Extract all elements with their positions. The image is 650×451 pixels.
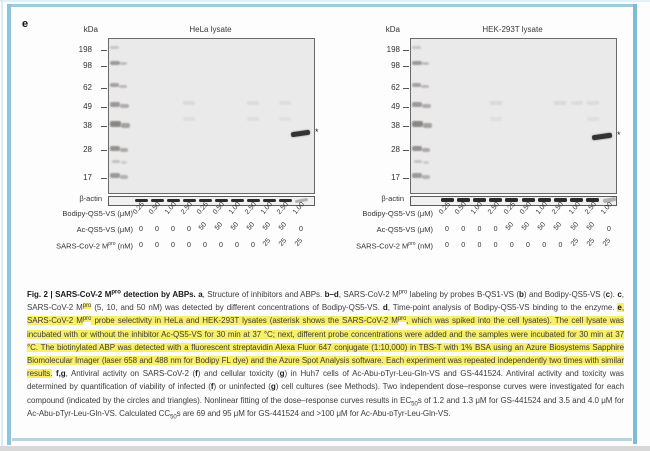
ladder-tick [403,107,409,108]
marker-band [412,121,423,127]
ladder-tick [101,66,107,67]
ladder-tick [403,88,409,89]
lane-value: 0 [155,242,159,249]
lane-value: 50 [245,221,257,232]
caption-segment: pro [82,315,92,322]
ladder-kda-value: 198 [78,45,92,54]
lane-value: 0 [235,242,239,249]
lane-row-label: Bodipy-QS5-VS (μM) [362,209,433,218]
lane-value: 50 [261,221,273,232]
marker-band [412,173,422,178]
caption-segment: pro [82,302,92,309]
lane-value: 0 [445,226,449,233]
lane-value: 25 [585,237,596,248]
faint-lane-band [571,101,583,105]
lane-value: 1.00 [163,201,179,216]
faint-lane-band [587,117,599,121]
ladder-tick [403,126,409,127]
lane-value: 1.00 [291,201,307,216]
ladder-kda-value: 98 [391,61,400,70]
lane-value: 2.50 [486,201,501,216]
caption-segment: c [617,290,622,299]
frame-outer-top-line [0,0,650,2]
mpro-band-asterisk: * [617,130,621,140]
marker-band [110,146,120,151]
caption-segment: , SARS-CoV-2 M [338,290,399,299]
caption-segment: s are 69 and 95 μM for GS-441524 and >100 μM for Ac-Abu-ᴅTyr-Leu-Gln-VS. [176,408,451,418]
lane-value: 50 [585,221,596,232]
lane-value: 0 [187,226,191,233]
frame-left-border [7,4,11,445]
caption-segment: , SARS-CoV-2 M [27,290,624,313]
lane-value: 2.50 [179,201,195,216]
panel-title-hela: HeLa lysate [189,25,232,34]
lane-value: 50 [569,221,580,232]
marker-band [119,85,127,88]
ladder-tick [101,50,107,51]
lane-value: 25 [277,237,289,248]
lane-value: 0.50 [211,201,227,216]
frame-bottom-edge [0,446,650,451]
ladder-tick [101,178,107,179]
ladder-kda-value: 49 [83,102,92,111]
lane-value: 50 [553,221,564,232]
lane-value: 0 [461,226,466,233]
caption-segment: a [198,290,203,299]
ladder-tick [403,66,409,67]
lane-value: 2.50 [551,201,566,216]
lane-value: 0 [493,226,498,233]
lane-value: 50 [213,221,225,232]
lane-row-label: Ac-QS5-VS (μM) [76,225,133,234]
ladder-tick [101,88,107,89]
figure-caption [27,288,624,420]
marker-band [412,146,422,151]
lane-value: 0.25 [195,201,211,216]
lane-value: 0 [461,242,466,249]
ladder-kda-value: 28 [391,145,400,154]
ladder-kda-value: 62 [83,83,92,92]
caption-segment: ) and cellular toxicity ( [197,369,280,379]
lane-row-label: Bodipy-QS5-VS (μM) [62,209,133,218]
caption-segment: g [279,369,285,379]
lane-row-label: Ac-QS5-VS (μM) [376,225,433,234]
lane-value: 2.50 [275,201,291,216]
marker-band [423,123,432,128]
lane-value: 1.00 [259,201,275,216]
kda-unit-label: kDa [385,25,400,34]
caption-segment: 50 [411,401,418,408]
lane-value: 0.50 [518,201,534,216]
lane-value: 0 [299,226,303,233]
lane-value: 2.50 [583,201,598,216]
caption-segment: pro [111,289,121,296]
caption-segment: , Structure of inhibitors and ABPs. [202,290,325,299]
faint-lane-band [279,117,291,121]
caption-segment: f [195,369,198,379]
caption-segment: s of 1.2 and 1.3 μM for GS-441524 and 3.5 and 4.0 μM for Ac-Abu-ᴅTyr-Leu-Gln-VS. Calculated CC [27,395,624,418]
lane-value: 0 [558,242,563,249]
faint-lane-band [490,117,502,121]
caption-segment: b–d [324,290,339,299]
lane-value: 0 [445,242,449,249]
lane-value: 50 [277,221,289,232]
lane-value: 0 [251,242,255,249]
ladder-tick [101,150,107,151]
lane-value: 0 [203,242,207,249]
caption-segment: labeling by probes B-QS1-VS ( [407,290,520,299]
ladder-tick [101,107,107,108]
caption-segment: ) in Huh7 cells of Ac-Abu-ᴅTyr-Leu-Gln-VS and GS-441524. Antiviral activity and toxicity was determined by quantification of viability of infected ( [27,369,624,392]
ladder-kda-value: 17 [391,173,400,182]
caption-segment: e [617,303,622,313]
marker-band [412,83,421,87]
ladder-tick [403,150,409,151]
frame-right-border [633,4,637,444]
marker-band [110,83,119,87]
caption-segment: c [605,290,611,299]
marker-band [110,61,120,65]
lane-value: 1.00 [567,201,582,216]
lane-value: 50 [504,221,515,232]
lane-value: 0 [187,242,191,249]
faint-lane-band [490,101,502,105]
lane-value: 0 [171,242,175,249]
ladder-tick [403,50,409,51]
lane-value: 0 [526,242,530,249]
marker-band [422,104,431,108]
marker-band [120,148,128,152]
mpro-band-asterisk: * [315,127,319,137]
marker-band [121,161,127,164]
marker-band [422,175,430,179]
lane-value: 50 [520,221,532,232]
lane-value: 0 [155,226,159,233]
faint-lane-band [183,101,195,105]
lane-value: 25 [601,237,613,248]
lane-value: 0.25 [437,201,453,216]
ladder-kda-value: 62 [391,83,400,92]
lane-value: 0.25 [502,201,517,216]
caption-segment: ) or uninfected ( [213,382,271,392]
lane-value: 2.50 [243,201,259,216]
lane-value: 0.50 [454,201,469,216]
caption-segment: pro [398,289,408,296]
marker-band [120,62,127,65]
marker-band [120,175,128,179]
marker-band [412,46,421,49]
lane-value: 0 [542,242,547,249]
marker-band [412,61,422,65]
marker-band [110,102,120,107]
ladder-kda-value: 17 [83,173,92,182]
lane-value: 0.25 [131,201,147,216]
faint-lane-band [183,117,195,121]
marker-band [110,121,121,127]
marker-band [412,102,422,107]
ladder-kda-value: 98 [83,61,92,70]
frame-bottom-border [12,438,632,441]
caption-segment: , Time-point analysis of Bodipy-QS5-VS binding to the enzyme. [387,303,618,313]
marker-band [422,62,429,65]
caption-segment: ). [610,290,618,299]
caption-segment: probe selectivity in HeLa and HEK-293T lysates (asterisk shows the SARS-CoV-2 M [91,316,398,326]
caption-segment: , which was spiked into the cell lysates). The cell lysate was incubated with or without the inhibitor Ac-QS5-VS for 30 min at 37 °C; next, different probe concentrations were added and the samples were incubated for 30 min at 37 °C. The biotinylated ABP was detected with a fluorescent streptavidin Alexa Fluor 647 conjugate (1:10,000) in TBS-T with 1% BSA using an Azure Biosystems Sapphire Biomolecular Imager (laser 658 and 488 nm for Bodipy FL dye) and the Azure Spot Analysis software. Each experiment was repeated independently two times with similar results. [27,316,624,379]
ladder-kda-value: 49 [391,102,400,111]
panel-letter-e: e [22,18,29,30]
caption-segment: f,g [56,369,66,379]
caption-segment: g [270,382,276,392]
lane-value: 1.00 [227,201,243,216]
faint-lane-band [247,101,259,105]
lane-value: 25 [293,237,305,248]
marker-band [121,123,130,128]
ladder-tick [403,178,409,179]
caption-segment: , SARS-CoV-2 M [27,303,624,326]
lane-row-label: SARS-CoV-2 $M^{pro}$ (nM) [56,241,133,251]
lane-value: 1.00 [535,201,550,216]
caption-segment: (5, 10, and 50 nM) was detected by different concentrations of Bodipy-QS5-VS. [91,303,383,313]
lane-value: 50 [229,221,241,232]
lane-value: 0 [219,242,223,249]
marker-band [421,85,429,88]
lane-value: 0 [493,242,498,249]
caption-segment: 50 [170,414,177,421]
lane-value: 0 [139,226,143,233]
faint-lane-band [247,117,259,121]
caption-segment: b [519,290,524,299]
ladder-tick [101,126,107,127]
beta-actin-label: β-actin [79,194,102,203]
lane-value: 25 [261,237,273,248]
caption-segment: pro [397,315,407,322]
caption-segment: Fig. 2 | SARS-CoV-2 M [27,290,112,299]
marker-band [422,148,430,152]
kda-unit-label: kDa [83,25,98,34]
lane-value: 0 [607,226,611,233]
ladder-kda-value: 198 [386,45,400,54]
caption-segment: , Antiviral activity on SARS-CoV-2 ( [65,369,196,379]
caption-segment: detection by ABPs. [120,290,199,299]
lane-value: 0 [139,242,143,249]
ladder-kda-value: 38 [83,121,92,130]
caption-segment: d [382,303,388,313]
marker-band [110,46,119,49]
marker-band [423,161,429,164]
lane-value: 0 [477,226,482,233]
lane-value: 0 [171,226,175,233]
gel-blot-image [410,38,617,194]
marker-band [112,160,120,163]
lane-value: 1.00 [470,201,485,216]
lane-value: 0 [477,242,482,249]
lane-value: 25 [569,237,580,248]
lane-value: 50 [536,221,548,232]
ladder-kda-value: 28 [83,145,92,154]
faint-lane-band [554,101,566,105]
lane-value: 1.00 [599,201,615,216]
marker-band [414,160,422,163]
frame-outer-left-line [1,0,3,448]
panel-title-hek293t: HEK-293T lysate [482,25,543,34]
gel-blot-image [108,38,315,194]
faint-lane-band [279,101,291,105]
ladder-kda-value: 38 [391,121,400,130]
frame-top-border [7,4,637,7]
lane-value: 0.50 [147,201,163,216]
faint-lane-band [587,101,599,105]
caption-segment: f [210,382,214,392]
caption-segment: ) cell cultures (see Methods). Two independent dose–response curves were investigated for each compound (indicated by the circles and triangles). Nonlinear fitting of the dose–response curves results in EC [27,382,624,405]
marker-band [110,173,120,178]
caption-segment: ) and Bodipy-QS5-VS ( [523,290,606,299]
beta-actin-label: β-actin [381,194,404,203]
lane-row-label: SARS-CoV-2 $M^{pro}$ (nM) [356,241,433,251]
lane-value: 50 [197,221,209,232]
marker-band [120,104,129,108]
lane-value: 0 [509,242,514,249]
